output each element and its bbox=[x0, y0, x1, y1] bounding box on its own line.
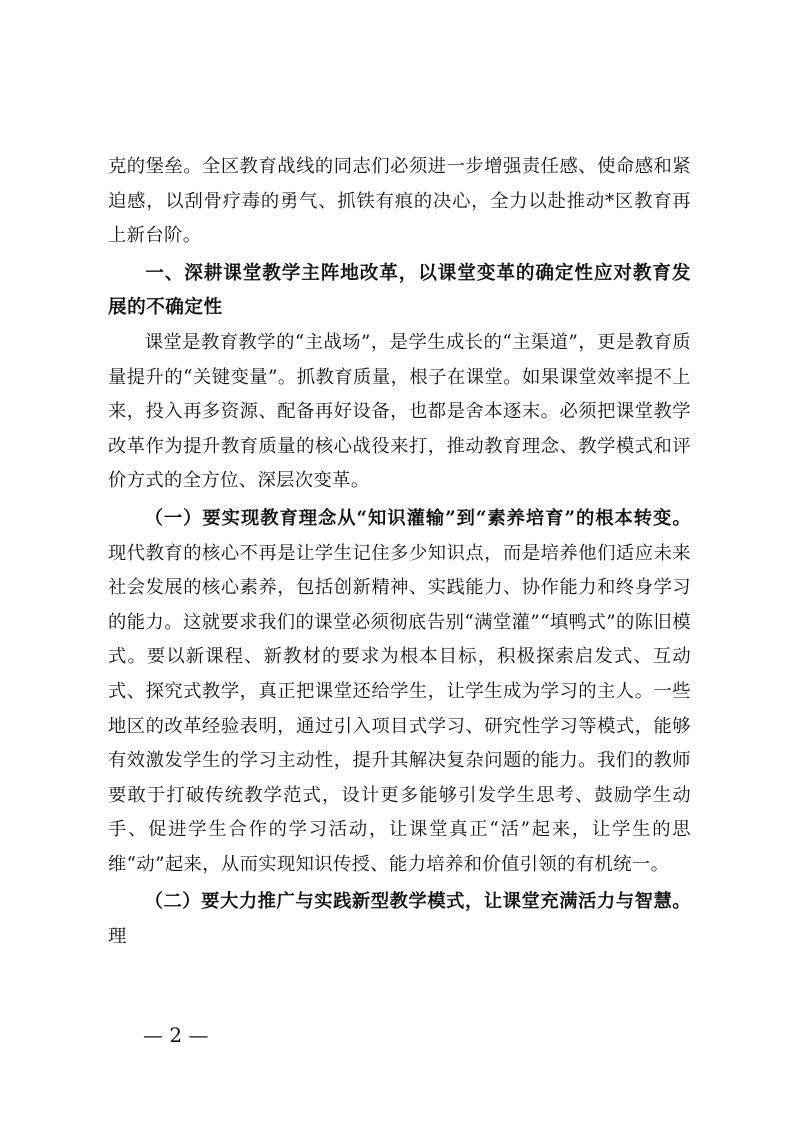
subsection-1 bbox=[108, 502, 691, 883]
subsection-2-body: 理 bbox=[108, 926, 127, 948]
paragraph-continued: 克的堡垒。全区教育战线的同志们必须进一步增强责任感、使命感和紧迫感，以刮骨疗毒的勇气、抓铁有痕的决心，全力以赴推动*区教育再上新台阶。 bbox=[108, 156, 691, 247]
section-heading-1: 一、深耕课堂教学主阵地改革，以课堂变革的确定性应对教育发展的不确定性 bbox=[108, 262, 691, 319]
page-number: — 2 — bbox=[143, 1023, 209, 1047]
subsection-2 bbox=[108, 885, 691, 954]
subsection-1-body: 现代教育的核心不再是让学生记住多少知识点，而是培养他们适应未来社会发展的核心素养，包括创新精神、实践能力、协作能力和终身学习的能力。这就要求我们的课堂必须彻底告别“满堂灌”“填鸭式”的陈旧模式。要以新课程、新教材的要求为根本目标，积极探索启发式、互动式、探究式教学，真正把课堂还给学生，让学生成为学习的主人。一些地区的改革经验表明，通过引入项目式学习、研究性学习等模式，能够有效激发学生的学习主动性，提升其解决复杂问题的能力。我们的教师要敢于打破传统教学范式，设计更多能够引发学生思考、鼓励学生动手、促进学生合作的学习活动，让课堂真正“活”起来，让学生的思维“动”起来，从而实现知识传授、能力培养和价值引领的有机统一。 bbox=[108, 542, 691, 875]
paragraph-classroom-role: 课堂是教育教学的“主战场”，是学生成长的“主渠道”，更是教育质量提升的“关键变量”。抓教育质量，根子在课堂。如果课堂效率提不上来，投入再多资源、配备再好设备，也都是舍本逐末。必须把课堂教学改革作为提升教育质量的核心战役来打，推动教育理念、教学模式和评价方式的全方位、深层次变革。 bbox=[108, 331, 691, 492]
subsection-2-title: （二）要大力推广与实践新型教学模式，让课堂充满活力与智慧。 bbox=[144, 891, 691, 913]
subsection-1-title: （一）要实现教育理念从“知识灌输”到“素养培育”的根本转变。 bbox=[144, 507, 691, 529]
document-body bbox=[108, 150, 691, 955]
